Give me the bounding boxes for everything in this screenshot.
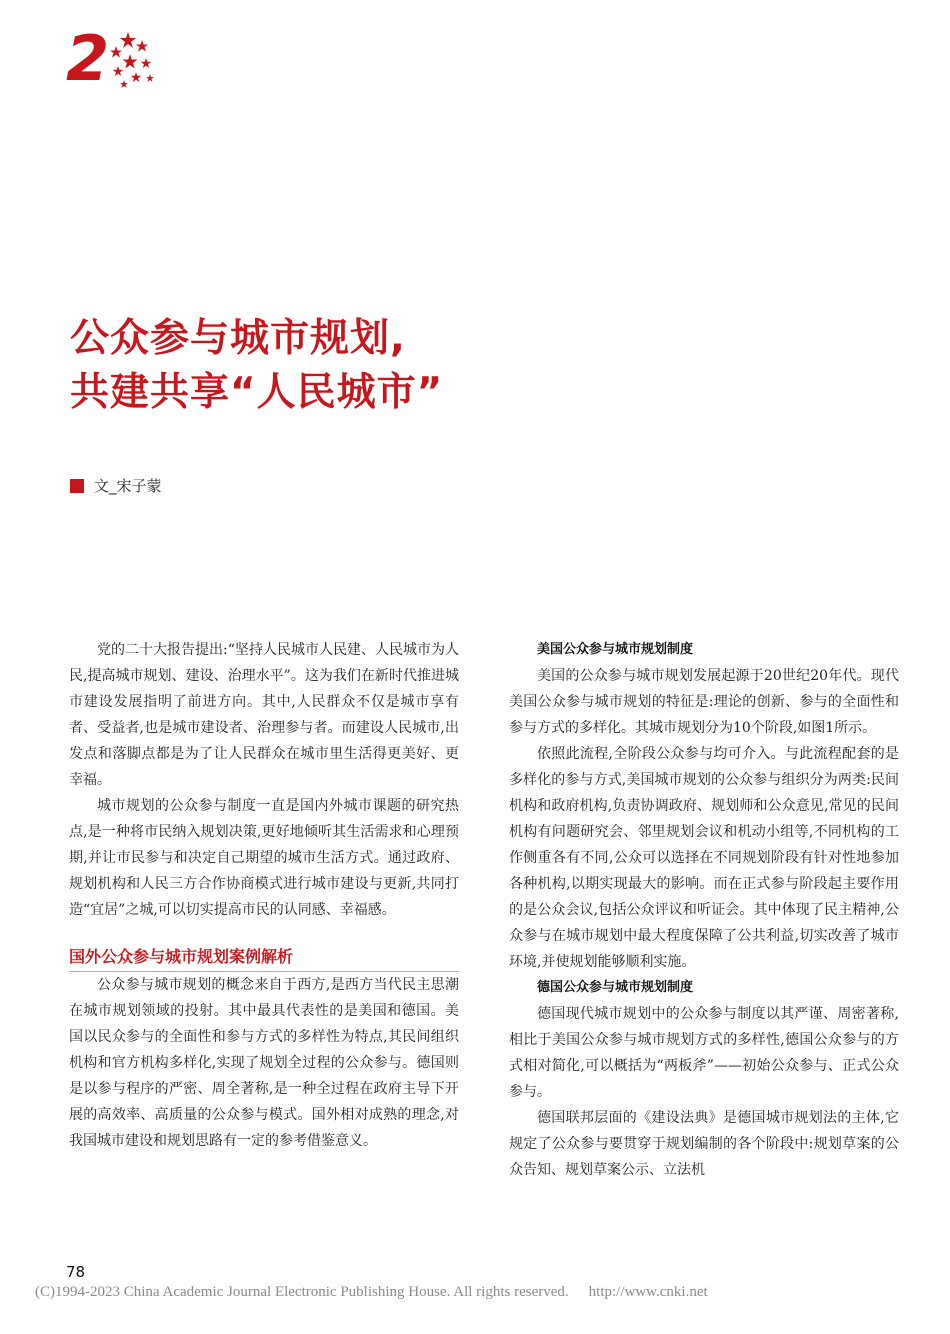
paragraph: 德国现代城市规划中的公众参与制度以其严谨、周密著称,相比于美国公众参与城市规划方式的多样性,德国公众参与的方式相对简化,可以概括为“两板斧”——初始公众参与、正式公众参与。 [509, 1006, 899, 1100]
copyright-footer [35, 1284, 935, 1301]
author-byline [70, 476, 162, 496]
logo-20-icon [66, 26, 156, 88]
subsection-heading-de: 德国公众参与城市规划制度 [537, 980, 694, 995]
right-column [509, 637, 899, 1183]
author-name: 文_宋子蒙 [94, 477, 162, 495]
paragraph: 德国联邦层面的《建设法典》是德国城市规划法的主体,它规定了公众参与要贯穿于规划编制的各个阶段中:规划草案的公众告知、规划草案公示、立法机 [509, 1110, 899, 1178]
left-column [69, 637, 459, 1154]
page-number: 78 [66, 1263, 86, 1281]
article-title [70, 312, 443, 420]
paragraph: 公众参与城市规划的概念来自于西方,是西方当代民主思潮在城市规划领域的投射。其中最具代表性的是美国和德国。美国以民众参与的全面性和参与方式的多样性为特点,其民间组织机构和官方机构多样化,实现了规划全过程的公众参与。德国则是以参与程序的严密、周全著称,是一种全过程在政府主导下开展的高效率、高质量的公众参与模式。国外相对成熟的理念,对我国城市建设和规划思路有一定的参考借鉴意义。 [69, 977, 459, 1149]
footer-link[interactable]: http://www.cnki.net [588, 1284, 708, 1300]
subsection-heading-us: 美国公众参与城市规划制度 [537, 642, 694, 657]
paragraph: 城市规划的公众参与制度一直是国内外城市课题的研究热点,是一种将市民纳入规划决策,更好地倾听其生活需求和心理预期,并让市民参与和决定自己期望的城市生活方式。通过政府、规划机构和人民三方合作协商模式进行城市建设与更新,共同打造“宜居”之城,可以切实提高市民的认同感、幸福感。 [69, 798, 459, 918]
paragraph: 依照此流程,全阶段公众参与均可介入。与此流程配套的是多样化的参与方式,美国城市规划的公众参与组织分为两类:民间机构和政府机构,负责协调政府、规划师和公众意见,常见的民间机构有问题研究会、邻里规划会议和机动小组等,不同机构的工作侧重各有不同,公众可以选择在不同规划阶段有针对性地参加各种机构,以期实现最大的影响。而在正式参与阶段起主要作用的是公众会议,包括公众评议和听证会。其中体现了民主精神,公众参与在城市规划中最大程度保障了公共利益,切实改善了城市环境,并使规划能够顺利实施。 [509, 746, 899, 970]
title-line-1: 公众参与城市规划, [70, 316, 406, 361]
magazine-logo [66, 26, 156, 88]
paragraph: 党的二十大报告提出:“坚持人民城市人民建、人民城市为人民,提高城市规划、建设、治理水平”。这为我们在新时代推进城市建设发展指明了前进方向。其中,人民群众不仅是城市享有者、受益者,也是城市建设者、治理参与者。而建设人民城市,出发点和落脚点都是为了让人民群众在城市里生活得更美好、更幸福。 [69, 642, 459, 788]
copyright-text: (C)1994-2023 China Academic Journal Electronic Publishing House. All rights reserved. [35, 1284, 569, 1300]
logo-digit: 2 [66, 26, 110, 88]
section-heading: 国外公众参与城市规划案例解析 [69, 944, 459, 972]
red-square-icon [70, 479, 84, 493]
paragraph: 美国的公众参与城市规划发展起源于20世纪20年代。现代美国公众参与城市规划的特征是:理论的创新、参与的全面性和参与方式的多样化。其城市规划分为10个阶段,如图1所示。 [509, 668, 899, 736]
title-line-2: 共建共享“人民城市” [70, 370, 444, 415]
